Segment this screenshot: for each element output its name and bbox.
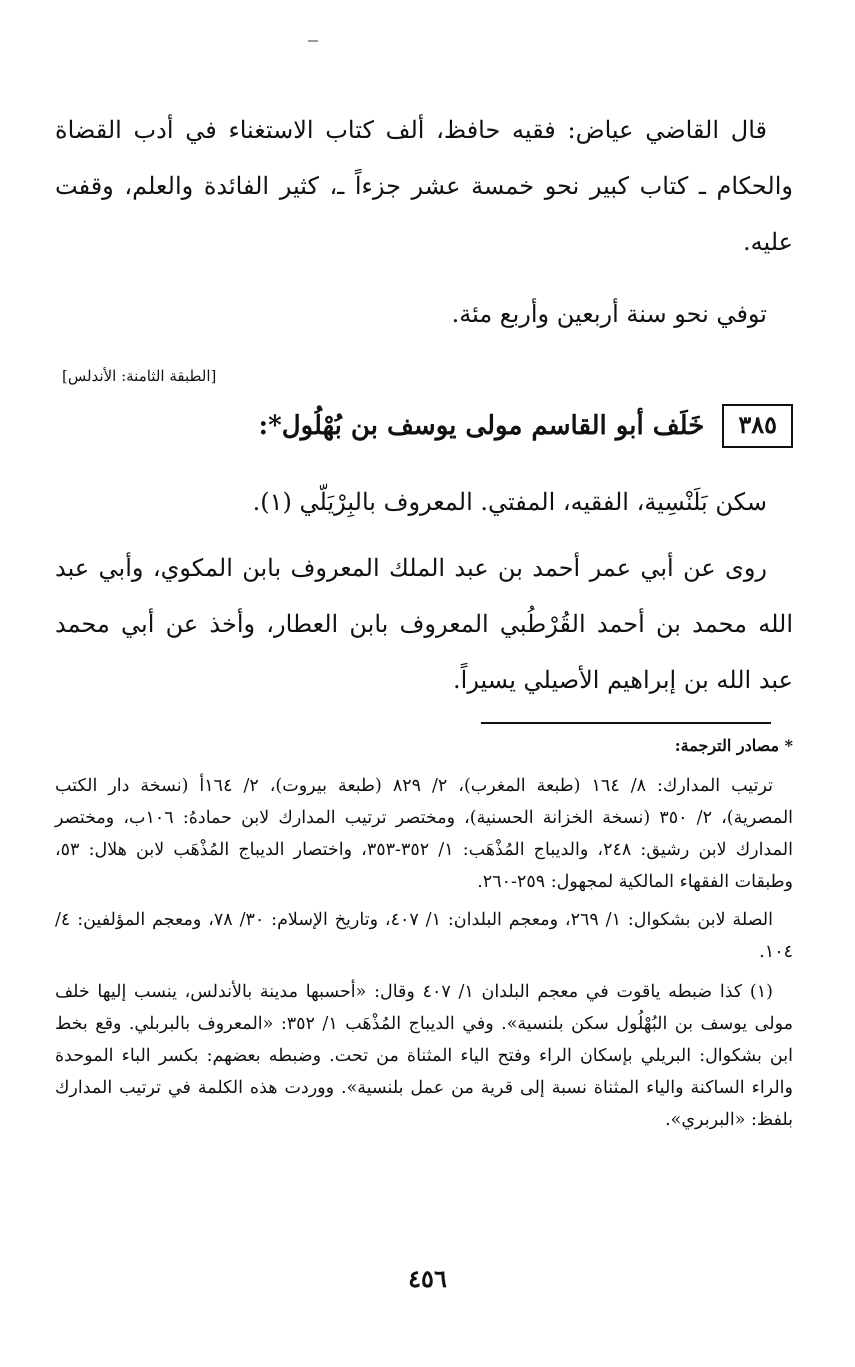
- entry-title: خَلَف أبو القاسم مولى يوسف بن بُهْلُول*:: [258, 411, 705, 441]
- footnote-divider: [481, 722, 771, 724]
- footnote-1: (١) كذا ضبطه ياقوت في معجم البلدان ١/ ٤٠٧ وقال: «أحسبها مدينة بالأندلس، ينسب إليها خلف مولى يوسف بن البُهْلُول سكن بلنسية». وفي الديباج المُذْهَب ١/ ٣٥٢: «المعروف بالبربلي. وقع بخط ابن بشكوال: البريلي بإسكان الراء وفتح الياء المثناة من تحت. وضبطه بعضهم: بكسر الباء الموحدة والراء الساكنة والياء المثناة نسبة إلى قرية من عمل بلنسية». ووردت هذه الكلمة في ترتيب المدارك بلفظ: «البربري».: [55, 982, 793, 1130]
- sources-list-2: الصلة لابن بشكوال: ١/ ٢٦٩، ومعجم البلدان: ١/ ٤٠٧، وتاريخ الإسلام: ٣٠/ ٧٨، ومعجم المؤلفين: ٤/ ١٠٤.: [55, 910, 793, 962]
- paragraph-text: سكن بَلَنْسِية، الفقيه، المفتي. المعروف بالبِرْيَلّي (١).: [252, 488, 767, 516]
- page-number: ٤٥٦: [408, 1264, 447, 1293]
- footnotes: [55, 732, 793, 1136]
- paragraph-residence: [55, 474, 793, 530]
- section-label: [الطبقة الثامنة: الأندلس]: [62, 367, 217, 385]
- paragraph-death: [55, 286, 793, 342]
- paragraph-text: روى عن أبي عمر أحمد بن عبد الملك المعروف بابن المكوي، وأبي عبد الله محمد بن أحمد القُرْطُبي المعروف بابن العطار، وأخذ عن أبي محمد عبد الله بن إبراهيم الأصيلي يسيراً.: [55, 554, 793, 694]
- scan-mark: [308, 40, 318, 42]
- entry-number-box: ٣٨٥: [722, 404, 793, 448]
- paragraph-text: قال القاضي عياض: فقيه حافظ، ألف كتاب الاستغناء في أدب القضاة والحكام ـ كتاب كبير نحو خمسة عشر جزءاً ـ، كثير الفائدة والعلم، وقفت عليه.: [55, 116, 793, 256]
- paragraph-narration: [55, 540, 793, 708]
- paragraph-qadi-iyad: [55, 102, 793, 270]
- sources-list-1: ترتيب المدارك: ٨/ ١٦٤ (طبعة المغرب)، ٢/ ٨٢٩ (طبعة بيروت)، ٢/ ١٦٤أ (نسخة دار الكتب المصرية)، ٢/ ٣٥٠ (نسخة الخزانة الحسنية)، ومختصر ترتيب المدارك لابن حمادهُ: ١٠٦ب، ومختصر المدارك لابن رشيق: ٢٤٨، والديباج المُذْهَب: ١/ ٣٥٢-٣٥٣، واختصار الديباج المُذْهَب لابن هلال: ٥٣، وطبقات الفقهاء المالكية لمجهول: ٢٥٩-٢٦٠.: [55, 776, 794, 892]
- entry-heading: [55, 400, 793, 452]
- paragraph-text: توفي نحو سنة أربعين وأربع مئة.: [451, 300, 767, 328]
- sources-heading: * مصادر الترجمة:: [674, 736, 793, 755]
